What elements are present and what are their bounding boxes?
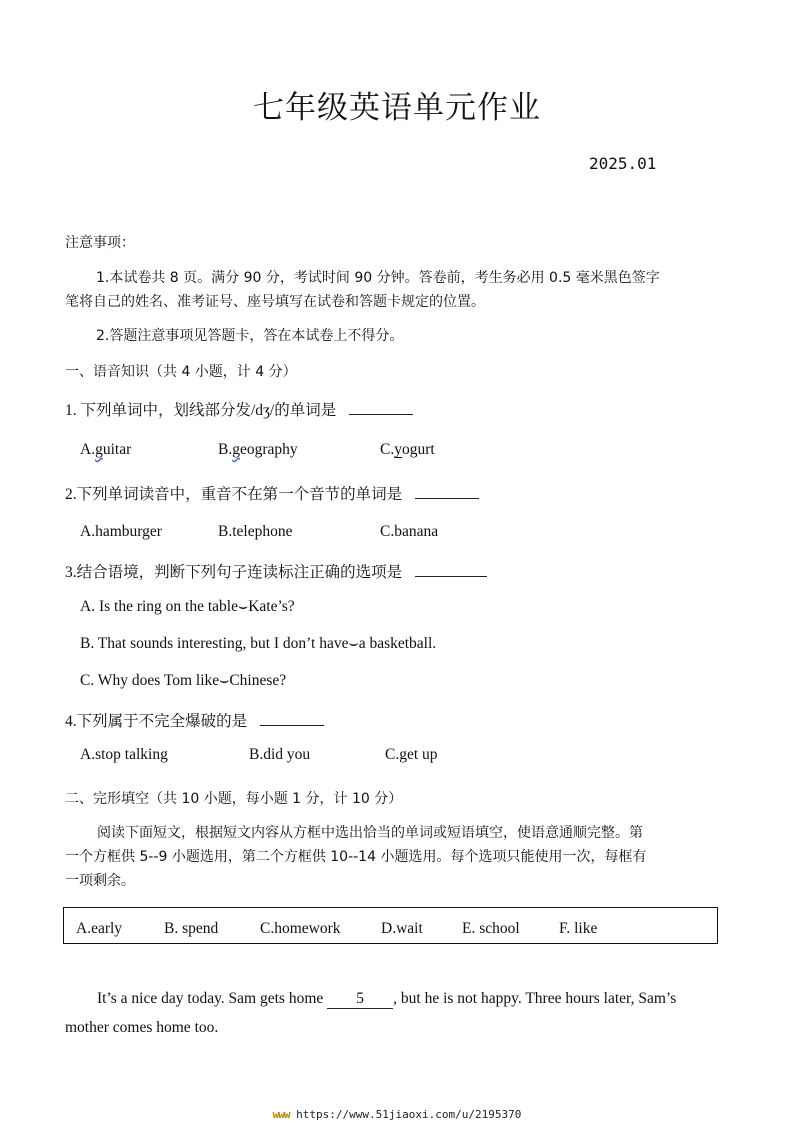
section-1-heading: 一、语音知识（共 4 小题，计 4 分）	[65, 364, 297, 380]
word-option-c: C.homework	[260, 920, 341, 937]
word-option-d: D.wait	[381, 920, 423, 937]
question-1-option-a: A.guitar	[80, 441, 132, 458]
question-3-option-c: C. Why does Tom like⌣Chinese?	[80, 672, 287, 689]
question-3-option-b: B. That sounds interesting, but I don’t have⌣a basketball.	[80, 635, 437, 652]
watermark-logo: www	[272, 1108, 290, 1121]
instructions-line-2: 一个方框供 5--9 小题选用，第二个方框供 10--14 小题选用。每个选项只能使用一次，每框有	[65, 849, 647, 865]
word-bank-box	[63, 907, 718, 944]
date: 2025.01	[589, 154, 657, 173]
question-2-option-c: C.banana	[380, 523, 439, 540]
liaison-mark: ⌣	[237, 598, 249, 615]
section-2-heading: 二、完形填空（共 10 小题，每小题 1 分，计 10 分）	[65, 791, 403, 807]
word-option-f: F. like	[559, 920, 598, 937]
question-3-option-a: A. Is the ring on the table⌣Kate’s?	[80, 598, 295, 615]
question-4-stem: 4.下列属于不完全爆破的是	[65, 713, 248, 730]
instructions-line-3: 一项剩余。	[65, 873, 135, 889]
question-2-option-a: A.hamburger	[80, 523, 162, 540]
question-3	[65, 560, 487, 582]
question-2-option-b: B.telephone	[218, 523, 293, 540]
question-3-stem: 3.结合语境，判断下列句子连读标注正确的选项是	[65, 564, 403, 581]
question-1	[65, 398, 413, 420]
answer-blank[interactable]	[415, 562, 487, 577]
question-4-option-b: B.did you	[249, 746, 311, 763]
liaison-mark: ⌣	[219, 672, 230, 689]
notice-item-1-line-2: 笔将自己的姓名、准考证号、座号填写在试卷和答题卡规定的位置。	[65, 294, 485, 310]
page-title: 七年级英语单元作业	[253, 90, 541, 126]
footer-url[interactable]: https://www.51jiaoxi.com/u/2195370	[296, 1108, 522, 1121]
notice-item-2: 2.答题注意事项见答题卡，答在本试卷上不得分。	[96, 328, 404, 344]
answer-blank[interactable]	[349, 400, 413, 415]
question-4-option-c: C.get up	[385, 746, 438, 763]
question-2-stem: 2.下列单词读音中，重音不在第一个音节的单词是	[65, 486, 403, 503]
question-1-stem: 1. 下列单词中，划线部分发/dʒ/的单词是	[65, 402, 337, 419]
question-2	[65, 482, 479, 504]
question-1-option-b: B.geography	[218, 441, 298, 458]
notice-heading: 注意事项：	[65, 235, 135, 251]
passage-line-1: It’s a nice day today. Sam gets home 5 , but he is not happy. Three hours later, Sam’s	[97, 990, 677, 1007]
passage-line-2: mother comes home too.	[65, 1019, 219, 1036]
notice-item-1-line-1: 1.本试卷共 8 页。满分 90 分，考试时间 90 分钟。答卷前，考生务必用 0.5 毫米黑色签字	[96, 270, 660, 286]
word-option-b: B. spend	[164, 920, 219, 937]
instructions-line-1: 阅读下面短文，根据短文内容从方框中选出恰当的单词或短语填空，使语意通顺完整。第	[97, 825, 643, 841]
question-4-option-a: A.stop talking	[80, 746, 168, 763]
word-option-e: E. school	[462, 920, 520, 937]
word-option-a: A.early	[76, 920, 123, 937]
liaison-mark: ⌣	[348, 635, 359, 652]
answer-blank[interactable]	[415, 484, 479, 499]
passage-blank-5[interactable]: 5	[327, 990, 393, 1009]
question-1-option-c: C.yogurt	[380, 441, 435, 458]
footer	[0, 1108, 794, 1121]
question-4	[65, 709, 324, 731]
answer-blank[interactable]	[260, 711, 324, 726]
